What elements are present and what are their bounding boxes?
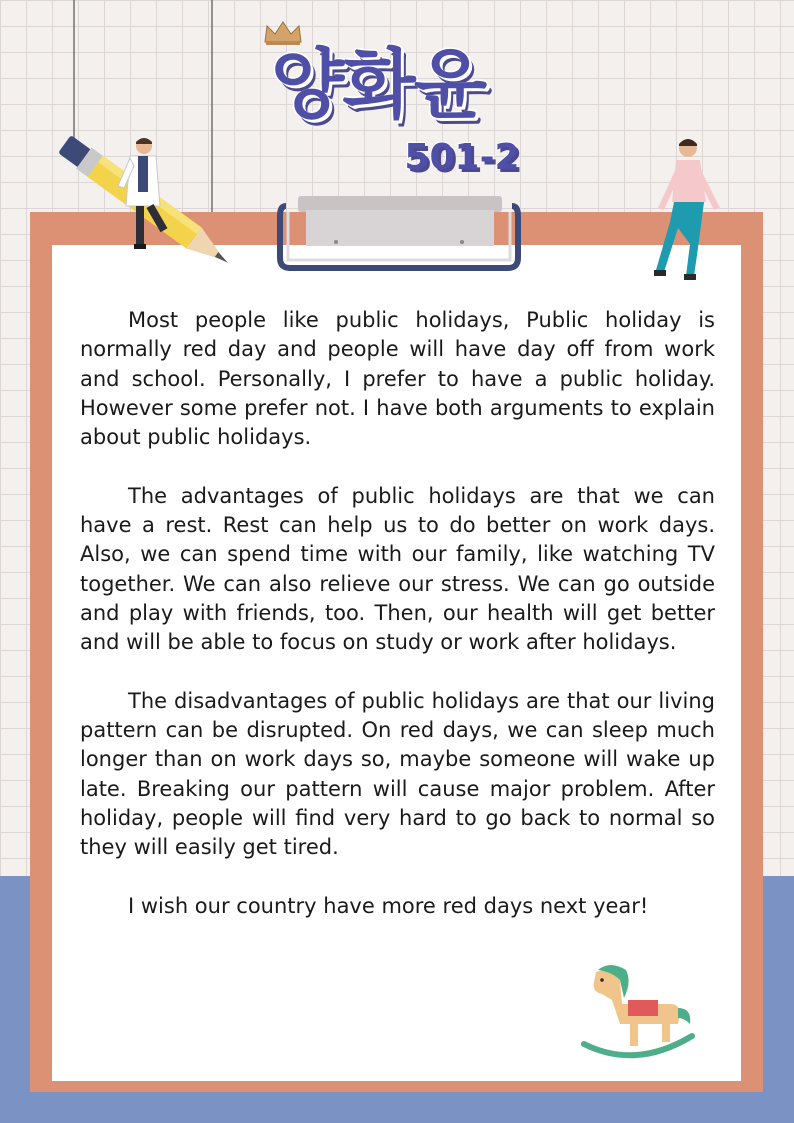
scientist-figure	[108, 136, 174, 254]
page-title: 양화윤	[270, 40, 486, 129]
essay-paragraph-4: I wish our country have more red days next year!	[128, 893, 649, 918]
clipboard-clip	[276, 192, 522, 276]
essay-paragraph-1: Most people like public holidays, Public holiday is normally red day and people will have day off from work and school. Personally, I prefer to have a public holiday. However some prefer not. I have both arguments to explain about public holidays.	[80, 308, 715, 450]
standing-person-figure	[648, 136, 730, 284]
essay-paragraph-2: The advantages of public holidays are that we can have a rest. Rest can help us to do better on work days. Also, we can spend time with our family, like watching TV together. We can also relieve our stress. We can go outside and play with friends, too. Then, our health will get better and will be able to focus on study or work after holidays.	[80, 483, 715, 655]
rocking-horse-icon	[580, 964, 698, 1068]
class-number: 501-2	[404, 137, 520, 178]
essay-body	[80, 306, 715, 951]
essay-paragraph-3: The disadvantages of public holidays are that our living pattern can be disrupted. On red days, we can sleep much longer than on work days so, maybe someone will wake up late. Breaking our pattern will cause major problem. After holiday, people will find very hard to go back to normal so they will easily get tired.	[80, 688, 715, 860]
